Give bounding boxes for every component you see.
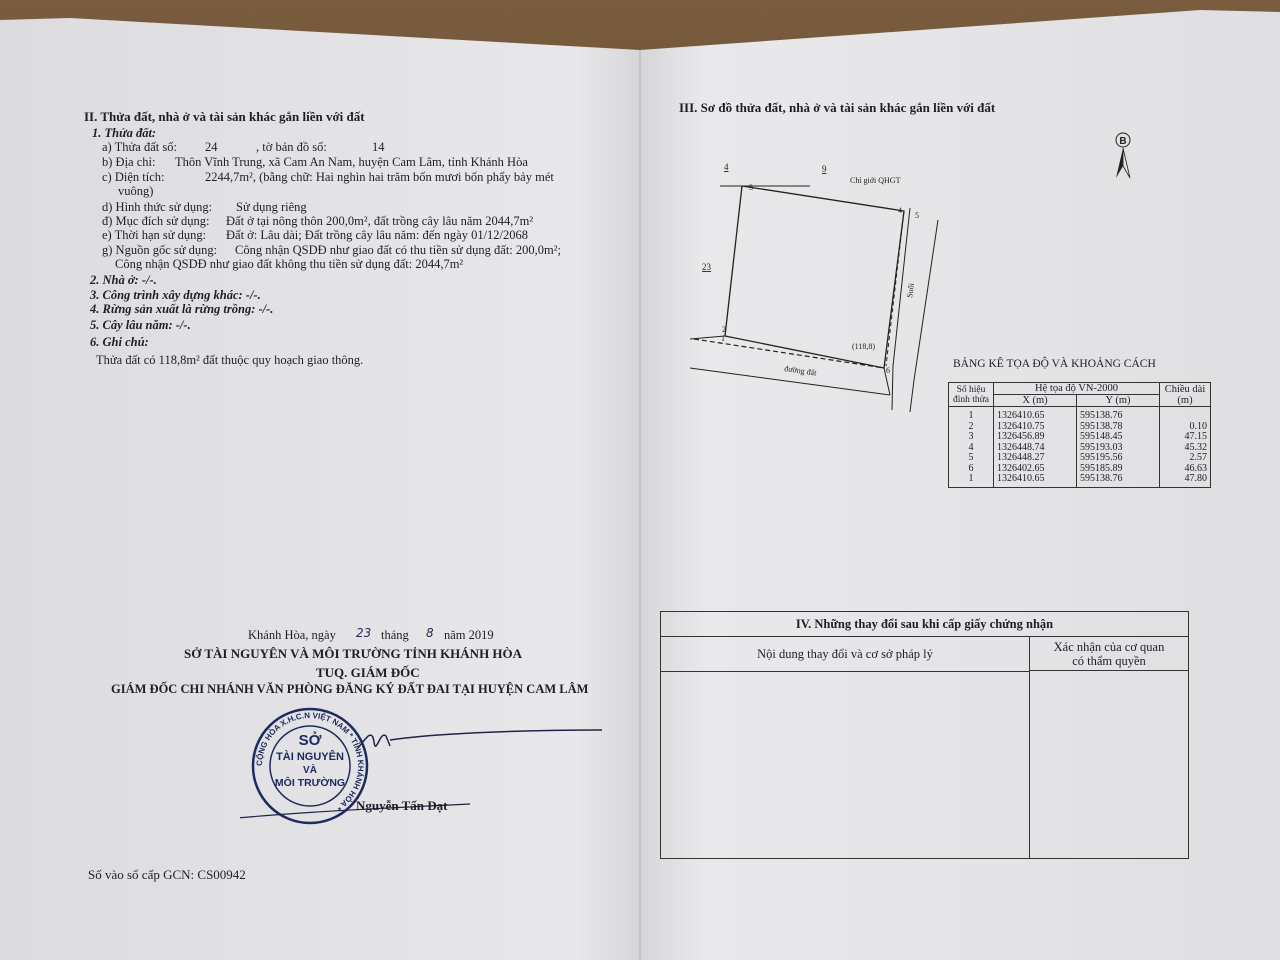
notes-heading: 6. Ghi chú:: [90, 335, 149, 349]
year-label: năm 2019: [444, 628, 494, 642]
coords-col-system: Hệ tọa độ VN-2000: [994, 383, 1160, 395]
table-row: [949, 407, 1211, 422]
table-row: [949, 474, 1211, 487]
vertex-id: 6: [949, 464, 994, 475]
address-value: Thôn Vĩnh Trung, xã Cam An Nam, huyện Cam Lâm, tỉnh Khánh Hòa: [175, 155, 528, 169]
vertex-id: 2: [949, 422, 994, 433]
coord-y: 595138.76: [1077, 407, 1160, 422]
edge-length: 46.63: [1160, 464, 1211, 475]
term-label: e) Thời hạn sử dụng:: [102, 228, 207, 242]
origin-label: g) Nguồn gốc sử dụng:: [102, 243, 218, 257]
note-text: Thửa đất có 118,8m² đất thuộc quy hoạch giao thông.: [96, 353, 364, 367]
changes-divider: [1029, 637, 1030, 858]
map-label: , tờ bản đồ số:: [256, 140, 327, 154]
vertex-id: 3: [949, 432, 994, 443]
month-label: tháng: [381, 628, 409, 642]
coords-col-y: Y (m): [1077, 395, 1160, 407]
north-arrow-icon: [1110, 128, 1136, 180]
coord-x: 1326410.65: [994, 474, 1077, 487]
edge-length: 47.15: [1160, 432, 1211, 443]
signer-position: GIÁM ĐỐC CHI NHÁNH VĂN PHÒNG ĐĂNG KÝ ĐẤT ĐAI TẠI HUYỆN CAM LÂM: [111, 682, 589, 696]
handwritten-signature: [358, 730, 602, 748]
adjacent-parcel-23: 23: [702, 262, 711, 272]
vertex-6: 6: [886, 366, 890, 375]
section-3-title: III. Sơ đồ thửa đất, nhà ở và tài sản khác gắn liền với đất: [679, 100, 996, 115]
land-heading: 1. Thửa đất:: [92, 126, 157, 140]
address-label: b) Địa chỉ:: [102, 155, 156, 169]
edge-length: 2.57: [1160, 453, 1211, 464]
road-area-label: (118,8): [852, 342, 876, 351]
on-behalf: TUQ. GIÁM ĐỐC: [316, 665, 420, 680]
coord-y: 595185.89: [1077, 464, 1160, 475]
vertex-3: 3: [749, 183, 753, 192]
coord-x: 1326448.27: [994, 453, 1077, 464]
house-line: 2. Nhà ở: -/-.: [90, 273, 157, 287]
stream-label: Suối: [905, 282, 917, 299]
section-2-title: II. Thửa đất, nhà ở và tài sản khác gắn liền với đất: [84, 109, 365, 124]
coords-table-title: BẢNG KÊ TỌA ĐỘ VÀ KHOẢNG CÁCH: [953, 358, 1156, 370]
changes-col-confirm-line2: có thẩm quyền: [1072, 654, 1146, 668]
stamp-ring-text: CỘNG HÒA X.H.C.N VIỆT NAM * TỈNH KHÁNH HÒA *: [254, 710, 366, 813]
registry-number: Số vào sổ cấp GCN: CS00942: [88, 867, 246, 882]
coord-y: 595195.56: [1077, 453, 1160, 464]
origin-value-cont: Công nhận QSDĐ như giao đất không thu tiền sử dụng đất: 2044,7m²: [115, 257, 464, 271]
coord-y: 595193.03: [1077, 443, 1160, 454]
area-value: 2244,7m², (bằng chữ: Hai nghìn hai trăm bốn mươi bốn phẩy bảy mét: [205, 170, 554, 184]
changes-col-confirm-line1: Xác nhận của cơ quan: [1053, 640, 1165, 654]
forest-line: 4. Rừng sản xuất là rừng trồng: -/-.: [90, 302, 274, 316]
edge-length: 47.80: [1160, 474, 1211, 487]
coord-x: 1326448.74: [994, 443, 1077, 454]
purpose-value: Đất ở tại nông thôn 200,0m², đất trồng cây lâu năm 2044,7m²: [226, 214, 534, 228]
vertex-1: 1: [721, 334, 725, 343]
date-day: 23: [356, 626, 372, 640]
road-label: đường đất: [783, 364, 818, 378]
coord-x: 1326410.65: [994, 407, 1077, 422]
use-form-value: Sử dụng riêng: [236, 200, 307, 214]
parcel-label: a) Thửa đất số:: [102, 140, 177, 154]
purpose-label: đ) Mục đích sử dụng:: [102, 214, 210, 228]
planning-boundary-label: Chỉ giới QHGT: [850, 176, 901, 185]
vertex-5: 5: [915, 211, 919, 220]
coord-y: 595138.76: [1077, 474, 1160, 487]
construction-line: 3. Công trình xây dựng khác: -/-.: [90, 288, 261, 302]
parcel-number: 24: [205, 140, 218, 154]
coord-x: 1326402.65: [994, 464, 1077, 475]
adjacent-parcel-4: 4: [724, 162, 729, 172]
coord-y: 595148.45: [1077, 432, 1160, 443]
changes-table: [660, 611, 1189, 859]
use-form-label: d) Hình thức sử dụng:: [102, 200, 213, 214]
changes-col-content: Nội dung thay đổi và cơ sở pháp lý: [661, 637, 1029, 672]
coord-y: 595138.78: [1077, 422, 1160, 433]
parcel-diagram: [680, 150, 960, 430]
edge-length: 0.10: [1160, 422, 1211, 433]
table-row: [949, 432, 1211, 443]
term-value: Đất ở: Lâu dài; Đất trồng cây lâu năm: đến ngày 01/12/2068: [226, 228, 529, 242]
date-prefix: Khánh Hòa, ngày: [248, 628, 336, 642]
stamp-line-1: SỞ: [298, 732, 322, 749]
area-value-cont: vuông): [118, 184, 154, 198]
vertex-id: 5: [949, 453, 994, 464]
edge-length: 45.32: [1160, 443, 1211, 454]
signer-name: Nguyễn Tấn Đạt: [356, 798, 448, 813]
section-4-title: IV. Những thay đổi sau khi cấp giấy chứng nhận: [661, 612, 1188, 637]
authority-name: SỞ TÀI NGUYÊN VÀ MÔI TRƯỜNG TỈNH KHÁNH HÒA: [184, 646, 523, 661]
vertex-2: 2: [722, 325, 726, 334]
stamp-line-2: TÀI NGUYÊN: [276, 751, 344, 763]
vertex-4: 4: [898, 206, 902, 215]
coords-col-length: Chiều dài (m): [1160, 383, 1211, 407]
table-row: [949, 453, 1211, 464]
coord-x: 1326410.75: [994, 422, 1077, 433]
perennial-line: 5. Cây lâu năm: -/-.: [90, 318, 191, 332]
map-number: 14: [372, 140, 385, 154]
coord-x: 1326456.89: [994, 432, 1077, 443]
date-month: 8: [426, 626, 434, 640]
vertex-id: 1: [949, 407, 994, 422]
vertex-id: 4: [949, 443, 994, 454]
stamp-line-3: VÀ: [303, 765, 317, 776]
adjacent-parcel-9: 9: [822, 164, 827, 174]
stamp-line-4: MÔI TRƯỜNG: [274, 777, 346, 789]
edge-length: [1160, 407, 1211, 422]
coords-col-x: X (m): [994, 395, 1077, 407]
origin-value: Công nhận QSDĐ như giao đất có thu tiền sử dụng đất: 200,0m²;: [235, 243, 561, 257]
north-label: B: [1119, 136, 1127, 147]
vertex-id: 1: [949, 474, 994, 487]
coords-table: [948, 382, 1211, 488]
coords-col-vertex: Số hiệu đỉnh thửa: [949, 383, 994, 407]
area-label: c) Diện tích:: [102, 170, 165, 184]
changes-col-confirm: [1030, 637, 1188, 671]
